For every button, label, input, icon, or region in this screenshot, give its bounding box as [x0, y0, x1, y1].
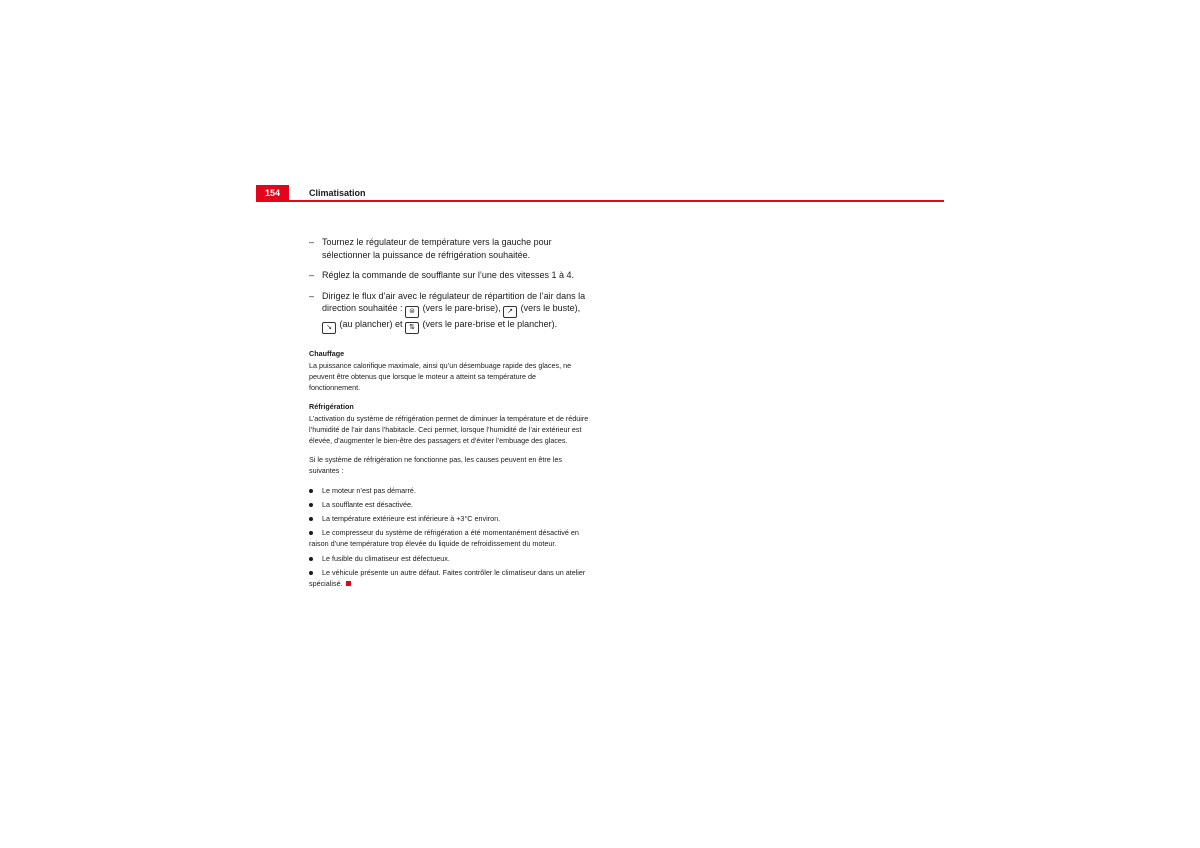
- chapter-title: Climatisation: [309, 188, 366, 198]
- list-item-text: La soufflante est désactivée.: [322, 499, 413, 509]
- paragraph: La puissance calorifique maximale, ainsi qu’un désembuage rapide des glaces, ne peuvent être obtenus que lorsque le moteur a atteint sa température de fonctionnement.: [309, 361, 572, 393]
- step-text: (vers le buste),: [518, 303, 581, 313]
- list-item-text: Le fusible du climatiseur est défectueux.: [322, 553, 450, 563]
- step-text: (vers le pare-brise et le plancher).: [420, 319, 558, 329]
- step-text: Dirigez le flux d’air avec le régulateur de répartition de l’air dans la direction souhaitée :: [322, 290, 586, 313]
- step-dash: –: [309, 237, 315, 247]
- list-item: [309, 513, 589, 524]
- step-dash: –: [309, 290, 315, 301]
- list-item-text: Le moteur n’est pas démarré.: [322, 485, 416, 495]
- step-dash: –: [309, 270, 315, 280]
- list-item: [309, 527, 589, 549]
- section-heading-chauffage: Chauffage: [309, 349, 345, 358]
- list-item: [309, 485, 589, 496]
- floor-icon: ↘: [322, 322, 336, 334]
- bullet-icon: [309, 517, 313, 521]
- step-text: (au plancher) et: [337, 319, 406, 329]
- windshield-icon: ⊜: [405, 306, 419, 318]
- upper-body-icon: ↗: [503, 306, 517, 318]
- bullet-icon: [309, 557, 313, 561]
- list-item-text: La température extérieure est inférieure à +3°C environ.: [322, 514, 501, 524]
- instruction-step: [309, 269, 589, 282]
- list-item-text: Le compresseur du système de réfrigération a été momentanément désactivé en raison d’une température trop élevée du liquide de refroidissement du moteur.: [309, 528, 579, 549]
- instruction-step: [309, 236, 589, 261]
- step-text: Réglez la commande de soufflante sur l’une des vitesses 1 à 4.: [322, 270, 574, 280]
- page-header: [256, 185, 944, 203]
- list-item: [309, 499, 589, 510]
- step-text: Tournez le régulateur de température vers la gauche pour sélectionner la puissance de réfrigération souhaitée.: [322, 237, 552, 260]
- main-column: [309, 236, 589, 592]
- paragraph: Si le système de réfrigération ne fonctionne pas, les causes peuvent en être les suivantes :: [309, 455, 562, 476]
- bullet-icon: [309, 503, 313, 507]
- paragraph: L’activation du système de réfrigération permet de diminuer la température et de réduire l’humidité de l’air dans l’habitacle. Ceci permet, lorsque l’humidité de l’air extérieur est élevée, d’augmenter le bien-être des passagers et d’éviter l’embuage des glaces.: [309, 413, 589, 446]
- instruction-step: [309, 290, 589, 335]
- step-text: (vers le pare-brise),: [420, 303, 504, 313]
- header-rule: [256, 200, 944, 202]
- list-item: [309, 567, 589, 589]
- windshield-floor-icon: ⇅: [405, 322, 419, 334]
- end-of-section-icon: [346, 581, 351, 586]
- section-heading-refrigeration: Réfrigération: [309, 401, 354, 411]
- bullet-icon: [309, 531, 313, 535]
- bullet-icon: [309, 571, 313, 575]
- list-item: [309, 553, 589, 564]
- list-item-text: Le véhicule présente un autre défaut. Faites contrôler le climatiseur dans un atelier spécialisé.: [309, 567, 586, 589]
- page-number: 154: [256, 185, 289, 201]
- bullet-icon: [309, 489, 313, 493]
